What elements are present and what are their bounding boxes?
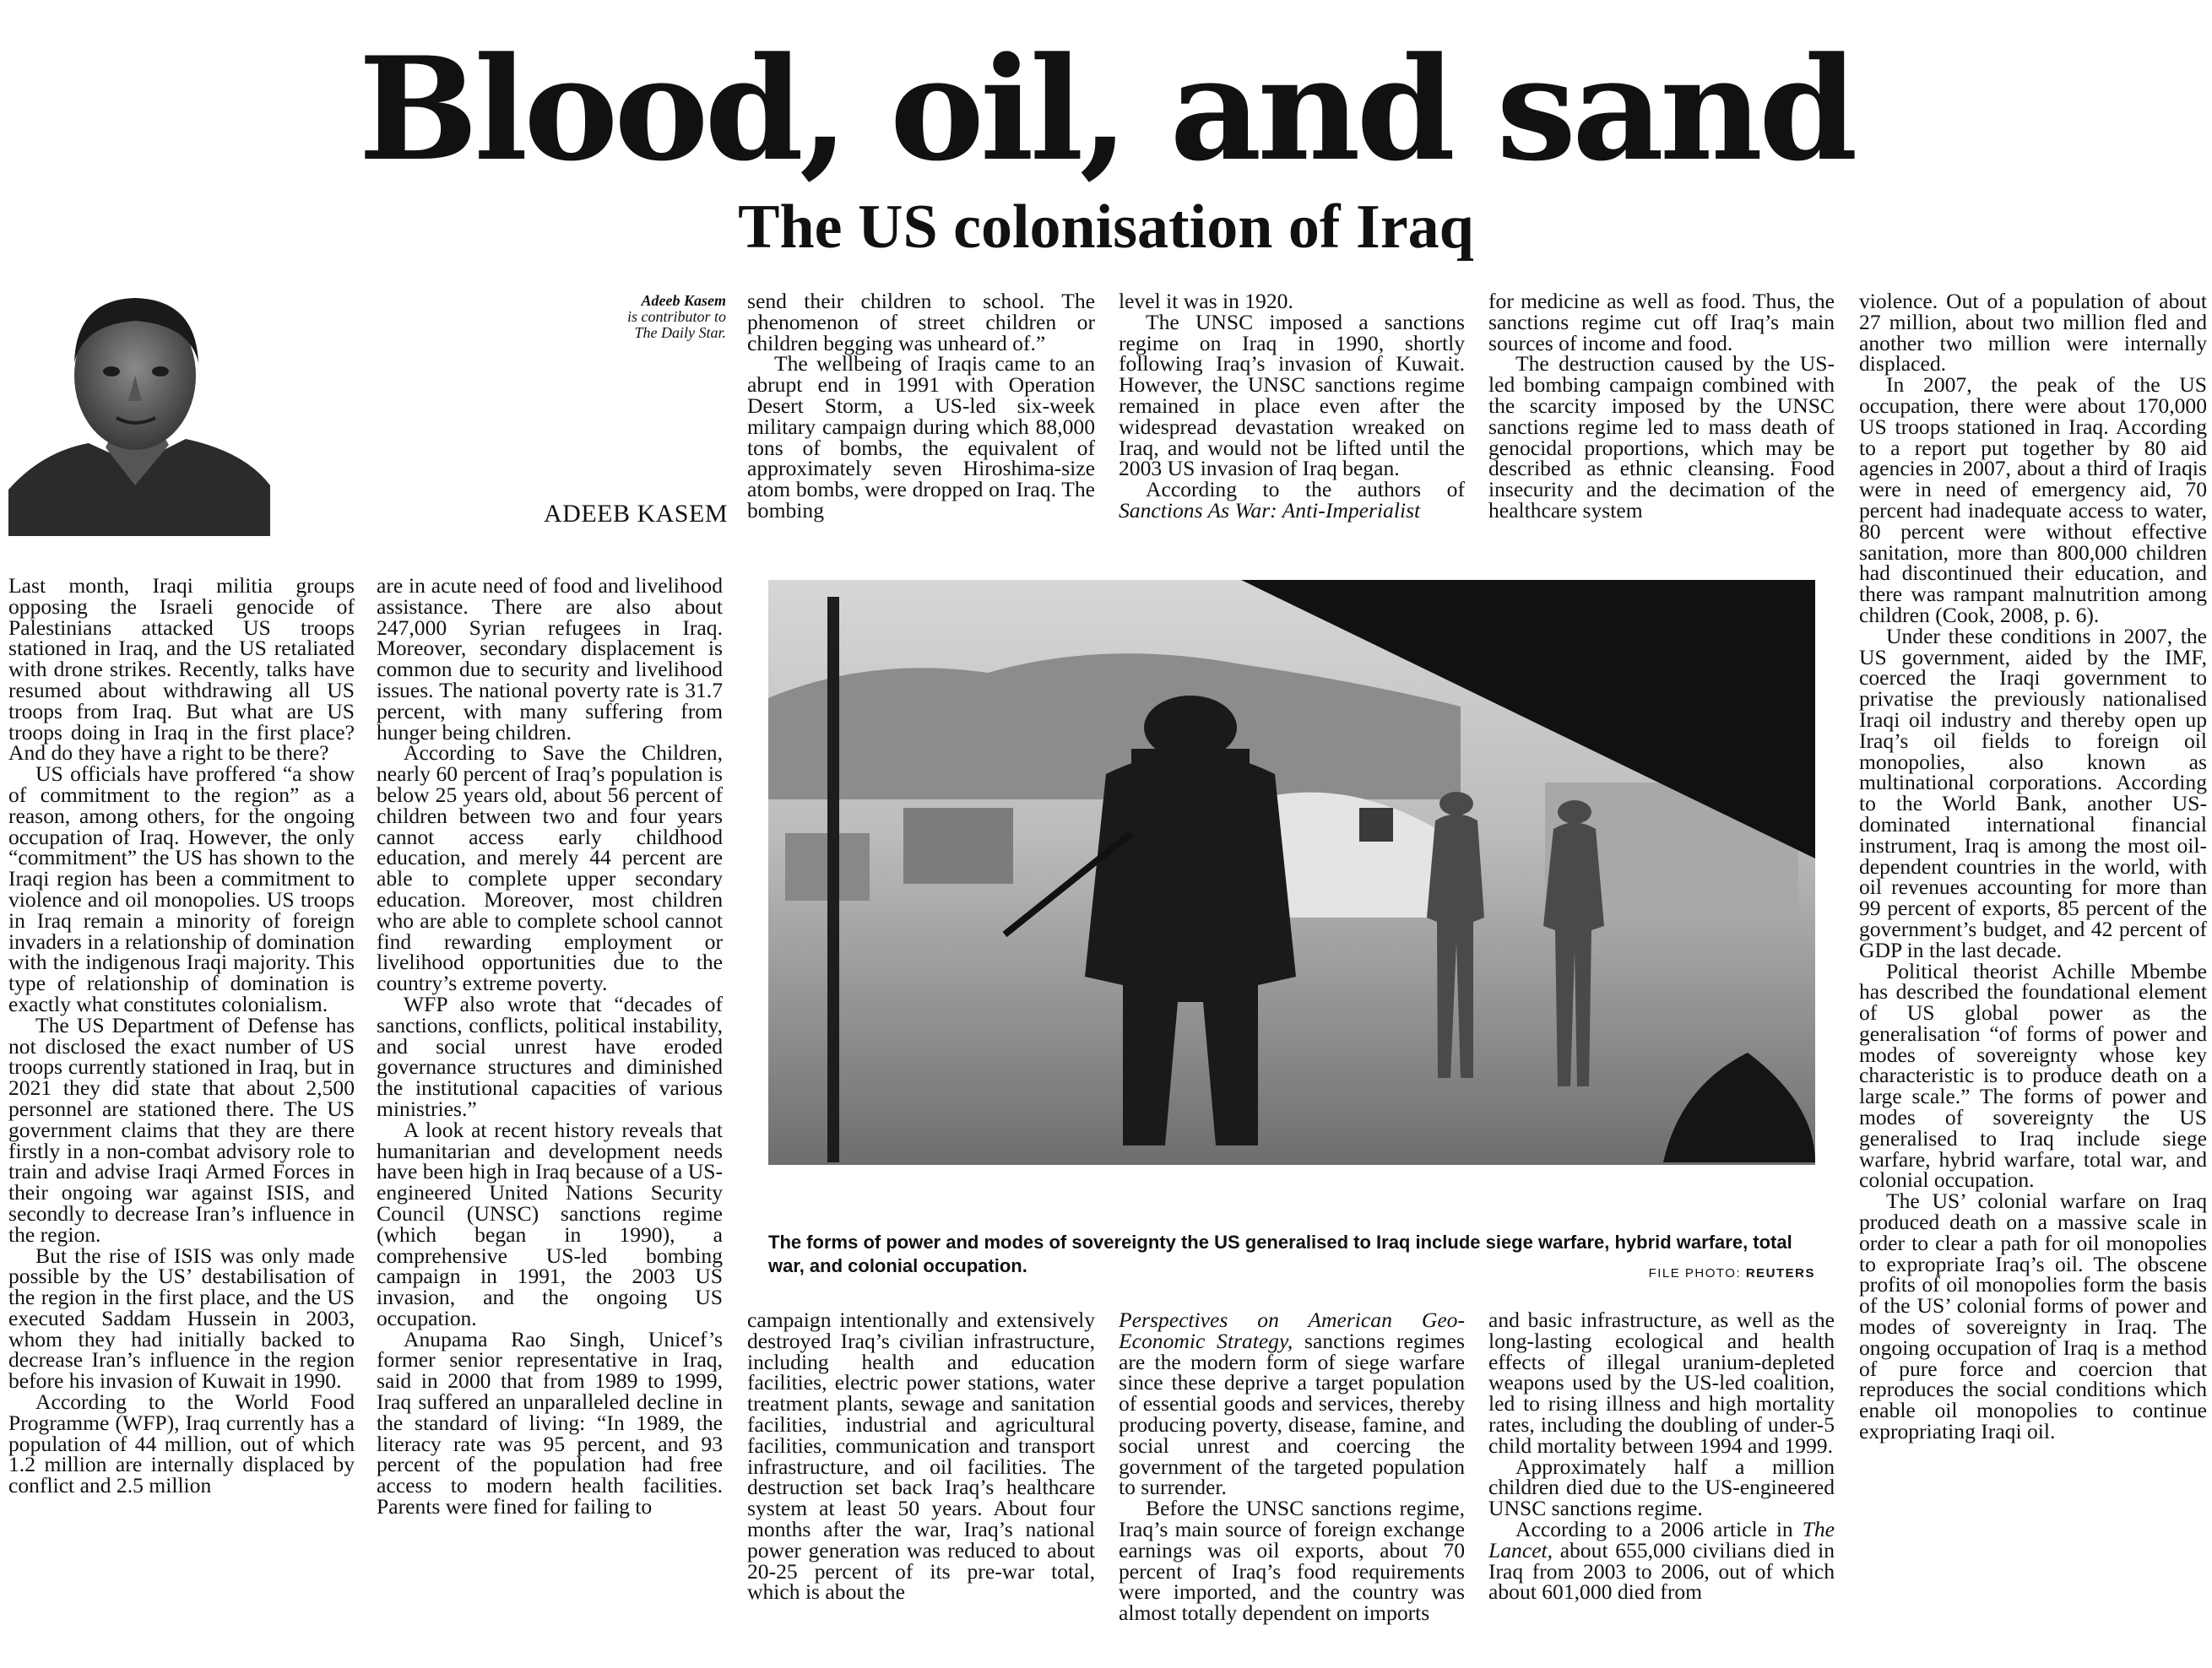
- paragraph: WFP also wrote that “decades of sanctions, conflicts, political instability, and social unrest have eroded governance structures and diminished the institutional capacities of various ministries.”: [377, 991, 723, 1121]
- paragraph-text: sanctions regimes are the modern form of siege warfare since these deprive a target population of essential goods and services, thereby producing poverty, disease, famine, and social unrest and coercing the government of the targeted population to surrender.: [1119, 1328, 1465, 1500]
- paragraph: The wellbeing of Iraqis came to an abrupt end in 1991 with Operation Desert Storm, a US-led six-week military campaign during which 88,000 tons of bombs, the equivalent of approximately seven Hiroshima-size atom bombs, were dropped on Iraq. The bombing: [747, 351, 1095, 523]
- book-title: Perspectives on American Geo-Economic Strategy,: [1119, 1310, 1465, 1353]
- paragraph: for medicine as well as food. Thus, the sanctions regime cut off Iraq’s main sources of income and food.: [1488, 291, 1835, 355]
- paragraph: [1119, 1310, 1465, 1498]
- main-photo: [768, 580, 1815, 1165]
- paragraph: But the rise of ISIS was only made possible by the US’ destabilisation of the region in the first place, and the US executed Saddam Hussein in 2003, whom they had initially backed to decrease Iran’s influence in the region before his invasion of Kuwait in 1990.: [8, 1243, 355, 1394]
- paragraph: Before the UNSC sanctions regime, Iraq’s main source of foreign exchange earnings was oil exports, about 70 percent of Iraq’s food requirements were imported, and the country was almost totally dependent on imports: [1119, 1496, 1465, 1626]
- column-1: [8, 576, 355, 1665]
- journal-title: The Lancet,: [1488, 1516, 1835, 1562]
- paragraph: According to Save the Children, nearly 60 percent of Iraq’s population is below 25 years old, about 56 percent of children between two and four years cannot access early childhood education, and merely 44 percent are able to complete upper secondary education. Moreover, most children who are able to complete school cannot find rewarding employment or livelihood opportunities due to the country’s extreme poverty.: [377, 740, 723, 996]
- paragraph: level it was in 1920.: [1119, 291, 1293, 313]
- column-3-bottom: [747, 1310, 1095, 1665]
- contributor-note: [540, 293, 726, 341]
- paragraph: A look at recent history reveals that humanitarian and development needs have been high in Iraq because of a US-engineered United Nations Security Council (UNSC) sanctions regime (which began in 1990), a comprehensive US-led bombing campaign in 1991, the 2003 US invasion, and the ongoing US occupation.: [377, 1117, 723, 1330]
- column-6: [1859, 291, 2207, 1665]
- paragraph: Last month, Iraqi militia groups opposing the Israeli genocide of Palestinians attacked US troops stationed in Iraq, and the US retaliated with drone strikes. Recently, talks have resumed about withdrawing all US troops from Iraq. But what are US troops doing in Iraq in the first place? And do they have a right to be there?: [8, 576, 355, 766]
- book-title: Sanctions As War: Anti-Imperialist: [1119, 497, 1421, 523]
- contributor-name: Adeeb Kasem: [641, 292, 726, 309]
- column-5-top: [1488, 291, 1835, 553]
- column-5-bottom: [1488, 1310, 1835, 1665]
- photo-caption: The forms of power and modes of sovereignty the US generalised to Iraq include siege warfare, hybrid warfare, total war, and colonial occupation.: [768, 1232, 1792, 1276]
- paragraph: Political theorist Achille Mbembe has described the foundational element of US global power as the generalisation “of forms of power and modes of sovereignty whose key characteristic is to produce death on a large scale.” The forms of power and modes of sovereignty the US generalised to Iraq include siege warfare, hybrid warfare, total war, and colonial occupation.: [1859, 958, 2207, 1193]
- credit-source: REUTERS: [1745, 1266, 1815, 1281]
- credit-label: FILE PHOTO:: [1648, 1266, 1746, 1281]
- paragraph: US officials have proffered “a show of commitment to the region” as a reason, among others, for the ongoing occupation of Iraq. However, the only “commitment” the US has shown to the Iraqi region has been a commitment to violence and oil monopolies. US troops in Iraq remain a minority of foreign invaders in a relationship of domination with the indigenous Iraqi majority. This type of relationship of domination is exactly what constitutes colonialism.: [8, 761, 355, 1016]
- paragraph: Approximately half a million children died due to the US-engineered UNSC sanctions regime.: [1488, 1454, 1835, 1521]
- paragraph: are in acute need of food and livelihood assistance. There are also about 247,000 Syrian refugees in Iraq. Moreover, secondary displacement is common due to security and livelihood issues. The national poverty rate is 31.7 percent, with many suffering from hunger being children.: [377, 576, 723, 745]
- paragraph: Anupama Rao Singh, Unicef’s former senior representative in Iraq, said in 2000 that from 1989 to 1999, Iraq suffered an unparalleled decline in the standard of living: “In 1989, the literacy rate was 95 percent, and 93 percent of the population had free access to modern health facilities. Parents were fined for failing to: [377, 1326, 723, 1519]
- paragraph: According to the World Food Programme (WFP), Iraq currently has a population of 44 million, out of which 1.2 million are internally displaced by conflict and 2.5 million: [8, 1389, 355, 1498]
- column-3-top: [747, 291, 1095, 553]
- column-4-bottom: [1119, 1310, 1465, 1665]
- paragraph: In 2007, the peak of the US occupation, there were about 170,000 US troops stationed in Iraq. According to a report put together by 80 aid agencies in 2007, about a third of Iraqis were in need of emergency aid, 70 percent had inadequate access to water, 80 percent were without effective sanitation, more than 800,000 children had discontinued their education, and there was rampant malnutrition among children (Cook, 2008, p. 6).: [1859, 372, 2207, 627]
- paragraph-text: According to the authors of: [1146, 477, 1465, 502]
- paragraph: violence. Out of a population of about 27 million, about two million fled and another two million were internally displaced.: [1859, 291, 2207, 376]
- paragraph: [1119, 479, 1465, 522]
- paragraph: The UNSC imposed a sanctions regime on Iraq in 1990, shortly following Iraq’s invasion of Kuwait. However, the UNSC sanctions regime remained in place even after the widespread devastation wreaked on Iraq, and would not be lifted until the 2003 US invasion of Iraq began.: [1119, 309, 1465, 481]
- column-4-top: [1119, 291, 1465, 553]
- paragraph: The destruction caused by the US-led bombing campaign combined with the scarcity imposed by the UNSC sanctions regime led to mass death of genocidal proportions, which may be described as ethnic cleansing. Food insecurity and the decimation of the healthcare system: [1488, 351, 1835, 523]
- paragraph: [1488, 1516, 1835, 1605]
- subheadline: The US colonisation of Iraq: [738, 192, 1474, 262]
- column-2: [377, 576, 723, 1665]
- paragraph: and basic infrastructure, as well as the long-lasting ecological and health effects of illegal uranium-depleted weapons used by the US-led coalition, led to rising illness and high mortality rates, including the doubling of under-5 child mortality between 1994 and 1999.: [1488, 1310, 1835, 1458]
- author-photo: [8, 283, 270, 536]
- paragraph: The US Department of Defense has not disclosed the exact number of US troops currently stationed in Iraq, but in 2021 they did state that about 2,500 personnel are stationed there. The US government claims that they are there firstly in a non-combat advisory role to train and advise Iraqi Armed Forces in their ongoing war against ISIS, and secondly to decrease Iran’s influence in the region.: [8, 1012, 355, 1247]
- paragraph: send their children to school. The phenomenon of street children or children begging was unheard of.”: [747, 291, 1095, 355]
- paragraph: campaign intentionally and extensively destroyed Iraq’s civilian infrastructure, including health and education facilities, electric power stations, water treatment plants, sewage and sanitation facilities, industrial and agricultural facilities, communication and transport infrastructure, and oil facilities. The destruction set back Iraq’s healthcare system at least 50 years. About four months after the war, Iraq’s national power generation was reduced to about 20-25 percent of its pre-war total, which is about the: [747, 1310, 1095, 1605]
- contributor-role: is contributor to: [626, 308, 726, 325]
- photo-credit: [1435, 1266, 1815, 1281]
- paragraph: The US’ colonial warfare on Iraq produced death on a massive scale in order to clear a path for oil monopolies to expropriate Iraq’s oil. The obscene profits of oil monopolies form the basis of the US’ colonial forms of power and modes of sovereignty in Iraq. The ongoing occupation of Iraq is a method of pure force and coercion that reproduces the social conditions which enable oil monopolies to continue expropriating Iraqi oil.: [1859, 1189, 2207, 1444]
- paragraph-text: According to a 2006 article in: [1515, 1516, 1803, 1541]
- contributor-publication: The Daily Star.: [634, 324, 726, 341]
- headline: Blood, oil, and sand: [358, 25, 1854, 192]
- paragraph: Under these conditions in 2007, the US government, aided by the IMF, coerced the Iraqi government to privatise the previously nationalised Iraqi oil industry and thereby open up Iraq’s oil fields to foreign oil monopolies, also known as multinational corporations. According to the World Bank, another US-dominated international financial instrument, Iraq is among the most oil-dependent countries in the world, with oil revenues accounting for more than 99 percent of exports, 85 percent of the government’s budget, and 42 percent of GDP in the last decade.: [1859, 623, 2207, 962]
- paragraph-text: about 655,000 civilians died in Iraq from 2003 to 2006, out of which about 601,000 died from: [1488, 1537, 1835, 1605]
- byline: ADEEB KASEM: [543, 500, 728, 528]
